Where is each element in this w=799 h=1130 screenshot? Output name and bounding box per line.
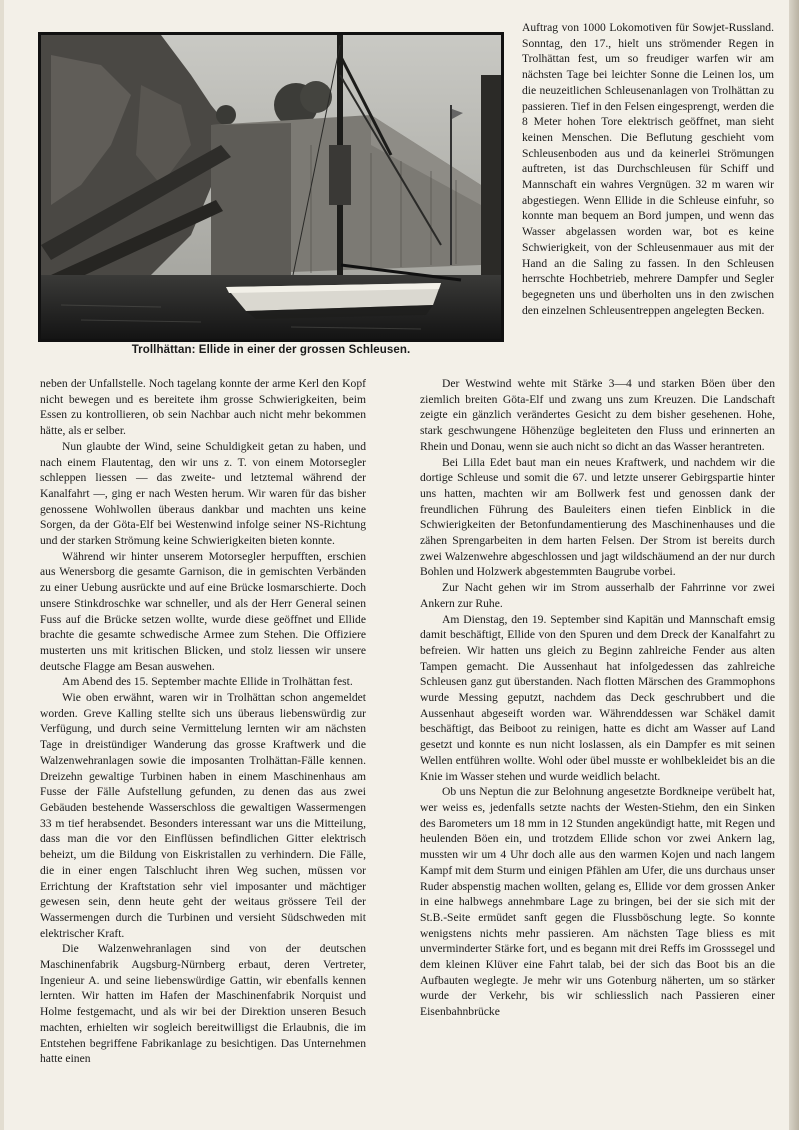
paragraph: Die Walzenwehranlagen sind von der deutschen Maschinenfabrik Augsburg-Nürnberg erbaut, deren Vertreter, Ingenieur A. und seine liebenswürdige Gattin, wir ebenfalls kennen lernten. Wir hatten im Hafen der Maschinenfabrik Norquist und Holme festgemacht, und als wir bei der Direktion unseren Besuch machten, erhielten wir sogleich bereitwilligst die Erlaubnis, die im Entstehen begriffene Fabrikanlage zu besichtigen. Das Unternehmen hatte einen [40,942,366,1066]
paragraph: Zur Nacht gehen wir im Strom ausserhalb der Fahrrinne vor zwei Ankern zur Ruhe. [420,581,775,610]
page-edge-left [0,0,4,1130]
paragraph: Bei Lilla Edet baut man ein neues Kraftwerk, und nachdem wir die dortige Schleuse und somit die 67. und letzte unserer Gebirgspartie hinter uns hatten, machten wir am Bollwerk fest und genossen dank der freundlichen Führung des Bauleiters einen tiefen Einblick in die Schwierigkeiten der Betonfundamentierung des Maschinenhauses und die zähen Sprengarbeiten in dem harten Felsen. Der Strom ist bereits durch zwei Walzenwehre abgeschlossen und jagt wildschäumend an der nur durch Bohlen und Holzwerk abgestemmten Baugrube vorbei. [420,455,775,579]
paragraph: Ob uns Neptun die zur Belohnung angesetzte Bordkneipe verübelt hat, wer weiss es, jedenfalls setzte nachts der Westen-Stiehm, den ein Sinken des Barometers um 18 mm in 12 Stunden angekündigt hatte, mit Regen und heulenden Böen ein, und trotzdem Ellide schon vor zwei Ankern lag, mussten wir um 4 Uhr doch alle aus den warmen Kojen und nach langem Kampf mit dem Sturm und einigen Pfählen am Ufer, die uns durchaus unser Ruder abspenstig machen wollten, gelang es, Ellide vor dem grossen Anker in eine halbwegs annehmbare Lage zu bringen, bei der sie sich mit der St.B.-Seite ermüdet sanft gegen die Flussböschung legte. So konnte wenigstens nichts mehr passieren. Am nächsten Tage bliess es mit unverminderter Stärke fort, und es begann mit drei Reffs im Grosssegel und dem kleinen Klüver eine Fahrt talab, bei der sich das Boot bis an die Aufbauten weglegte. Je mehr wir uns Gotenburg näherten, um so stärker wurde der Verkehr, bis wir schliesslich nach Passieren einer Eisenbahnbrücke [420,785,775,1019]
paragraph: Nun glaubte der Wind, seine Schuldigkeit getan zu haben, und nach einem Flautentag, den wir uns z. T. von einem Motorsegler schleppen liessen — das zweite- und letztemal während der Kanalfahrt —, ging er nach Westen herum. Wir waren für das bisher genossene Wohlwollen überaus dankbar und machten uns keine Sorgen, da der Göta-Elf bei Westenwind infolge seiner NS-Richtung und der starken Strömung keine Schwierigkeiten bieten konnte. [40,439,366,548]
paragraph: Während wir hinter unserem Motorsegler herpufften, erschien aus Wenersborg die gesamte Garnison, die in gemischten Verbänden zu einer Uebung ausrückte und auf eine Brücke losmarschierte. Doch unsere Stinkdroschke war schneller, und als der Herr General seinen Fuss auf die Brücke setzen wollte, wurde diese geöffnet und Ellide brachte die gesamte schwedische Armee zum Stehen. Die Offiziere musterten uns mit kritischen Blicken, und stolz liessen wir unsere deutsche Flagge am Besan auswehen. [40,549,366,673]
photo-trollhaettan-lock [38,32,504,342]
text-column-left [40,376,366,1067]
paragraph: Am Abend des 15. September machte Ellide in Trolhättan fest. [62,675,353,689]
text-column-right-bottom [420,376,775,1020]
photo-caption: Trollhättan: Ellide in einer der grossen Schleusen. [131,344,411,356]
paragraph: Am Dienstag, den 19. September sind Kapitän und Mannschaft emsig damit beschäftigt, Ellide von den Spuren und dem Dreck der Kanalfahrt zu befreien. Wir hatten uns gleich zu Beginn zahlreiche Fender aus alten Tampen gemacht. Die Aussenhaut hat infolgedessen das zahlreiche Schleusen ganz gut überstanden. Nach flotten Märschen des Grammophons wurde Messing geputzt, nachdem das Deck geschrubbert und die Aussenhaut abgeseift worden war. Währenddessen war Schäkel damit beschäftigt, das Beiboot zu reinigen, hatte es dicht am Wasser auf Land gesetzt und konnte es nun nicht loslassen, als ein Dampfer es mit seinen Wellen entführen wollte. Wohl oder übel musste er wohlbekleidet bis an die Knie im Wasser stehen und wurde weidlich belacht. [420,612,775,783]
text-column-right-top [522,20,774,318]
paragraph: Wie oben erwähnt, waren wir in Trolhättan schon angemeldet worden. Greve Kalling stellte sich uns überaus liebenswürdig zur Verfügung, und durch seine Vermittelung lernten wir am nächsten Tage in dreistündiger Wanderung das grosse Kraftwerk und die Walzenwehranlagen sowie die imposanten Trolhättan-Fälle kennen. Dreizehn gewaltige Turbinen haben in einem Maschinenhaus am Fusse der Fälle Aufstellung gefunden, zu denen das aus zwei Gebäuden bestehende Wasserschloss die gewaltigen Wassermengen 33 m tief herabsendet. Besonders interessant war uns die Mitteilung, dass man die vor den Einflüssen befindlichen Gitter elektrisch beheizt, um die Bildung von Eiskristallen zu verhindern. Die Fälle, die in einer engen Talschlucht ihren Weg suchen, müssen vor Errichtung der Kraftstation sehr viel imposanter und mächtiger gewesen sein, denn heute geht der weitaus grössere Teil der Wassermengen durch die Turbinen und versieht Südschweden mit elektrischer Kraft. [40,691,366,940]
paragraph: Der Westwind wehte mit Stärke 3—4 und starken Böen über den ziemlich breiten Göta-Elf und zwang uns zum Kreuzen. Die Landschaft zeigte ein gänzlich verändertes Gesicht zu dem bisher gesehenen. Hohe, stark geschwungene Höhenzüge begleiteten den Fluss und erinnerten an Rhein und Donau, wenn sie auch nicht so dicht an das Wasser herantreten. [420,377,775,453]
paragraph: Auftrag von 1000 Lokomotiven für Sowjet-Russland. Sonntag, den 17., hielt uns strömender Regen in Trolhättan fest, um so freudiger warfen wir am nächsten Tage bei leichter Sonne die Leinen los, um die neuzeitlichen Schleusenanlagen von Trolhättan zu passieren. Tief in den Felsen eingesprengt, werden die 8 Meter hohen Tore elektrisch geöffnet, man sieht keinen Menschen. Die Beflutung geschieht vom Schleusenboden aus und da keinerlei Strömungen auftreten, ist das Durchschleusen für Schiff und Mannschaft ein wahres Vergnügen. 32 m waren wir abgestiegen. Wenn Ellide in die Schleuse einfuhr, so konnte man bequem an Bord jumpen, und wenn das Wasser abgelassen worden war, bot es keine Schwierigkeit, von der Schleusenmauer aus mit der Hand an die Saling zu fassen. In den Schleusen herrschte Hochbetrieb, mehrere Dampfer und Segler begegneten uns und überholten uns in den zwischen den einzelnen Schleusentreppen angelegten Becken. [522,21,774,317]
page-edge-right [789,0,799,1130]
paragraph: neben der Unfallstelle. Noch tagelang konnte der arme Kerl den Kopf nicht bewegen und es bereitete ihm grosse Schwierigkeiten, beim Essen zu kontrollieren, ob sein Nachbar auch nicht mehr bekommen hätte, als er selber. [40,377,366,438]
photo-illustration [41,35,501,339]
